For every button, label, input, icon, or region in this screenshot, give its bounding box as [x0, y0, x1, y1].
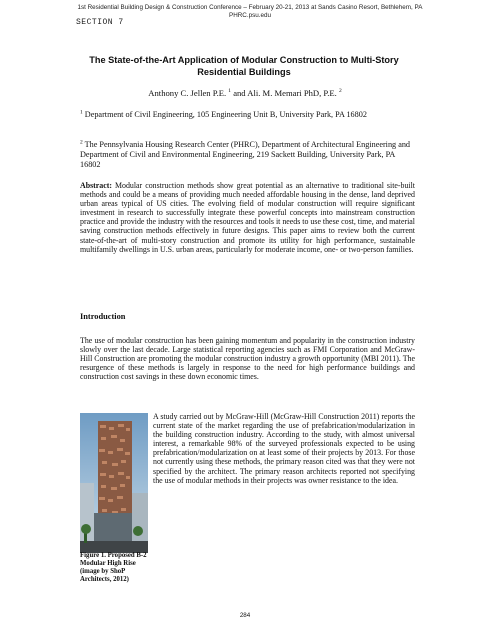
conference-website: PHRC.psu.edu [229, 12, 271, 19]
abstract-label: Abstract: [80, 181, 112, 190]
author-1-mark: 1 [228, 88, 232, 95]
author-1: Anthony C. Jellen P.E. [148, 88, 227, 98]
abstract [80, 181, 415, 254]
page-number: 284 [239, 612, 251, 619]
affiliation-2-text: The Pennsylvania Housing Research Center (PHRC), Department of Architectural Engineering and Department of Civil and Environmental Engineering, 219 Sackett Building, University Park, PA 16802 [80, 140, 411, 169]
affiliation-1-mark: 1 [80, 109, 83, 116]
figure-building-image [80, 413, 148, 553]
paper-title [60, 54, 428, 78]
figure-caption: Figure 1. Proposed B-2 Modular High Rise (image by ShoP Architects, 2012) [80, 552, 147, 583]
intro-heading: Introduction [80, 312, 126, 321]
author-line [80, 88, 410, 98]
title-line-1: The State-of-the-Art Application of Modular Construction to Multi-Story [89, 55, 399, 65]
affiliation-1-text: Department of Civil Engineering, 105 Engineering Unit B, University Park, PA 16802 [84, 110, 367, 119]
abstract-text: Modular construction methods show great potential as an alternative to traditional site-built methods and could be a means of providing much needed affordable housing in the dense, land deprived urban areas typical of US cities. The evolving field of modular construction will require significant investment in research to successfully integrate these powerful concepts into mainstream construction practice and provide the industry with the resources and tools it needs to use these cost, time, and material saving construction methods effectively in future designs. This paper aims to review both the current state-of-the-art of multi-story construction and promote its utility for high performance, sustainable multifamily dwellings in U.S. urban areas, particularly for moderate income, one- or two-person families. [80, 181, 415, 254]
title-line-2: Residential Buildings [197, 67, 291, 77]
building-illustration [80, 413, 148, 553]
intro-paragraph-2: A study carried out by McGraw-Hill (McGraw-Hill Construction 2011) reports the current state of the market regarding the use of prefabrication/modularization in the building construction industry. According to the study, with almost universal interest, a remarkable 98% of the surveyed professionals expected to be using prefabrication/modularization on at least some of their projects by 2013. For those not currently using these methods, the primary reason cited was that they were not specified by the architect. The primary reason architects reported not specifying the use of modular methods in their projects was owner resistance to the idea. [153, 412, 415, 485]
affiliation-2 [80, 140, 415, 170]
section-label: SECTION 7 [76, 18, 124, 27]
affiliation-2-mark: 2 [80, 139, 83, 146]
author-2: and Ali. M. Memari PhD, P.E. [233, 88, 337, 98]
affiliation-1 [80, 110, 415, 120]
conference-line: 1st Residential Building Design & Construction Conference – February 20-21, 2013 at Sands Casino Resort, Bethlehem, PA [77, 4, 423, 11]
author-2-mark: 2 [338, 88, 342, 95]
intro-paragraph-1: The use of modular construction has been gaining momentum and popularity in the construction industry slowly over the last decade. Large statistical reporting agencies such as FMI Corporation and McGraw-Hill Construction are promoting the modular construction industry a growth opportunity (MBI 2011). The resurgence of these methods is largely in response to the need for high performance buildings and construction cost savings in these down economic times. [80, 336, 415, 382]
